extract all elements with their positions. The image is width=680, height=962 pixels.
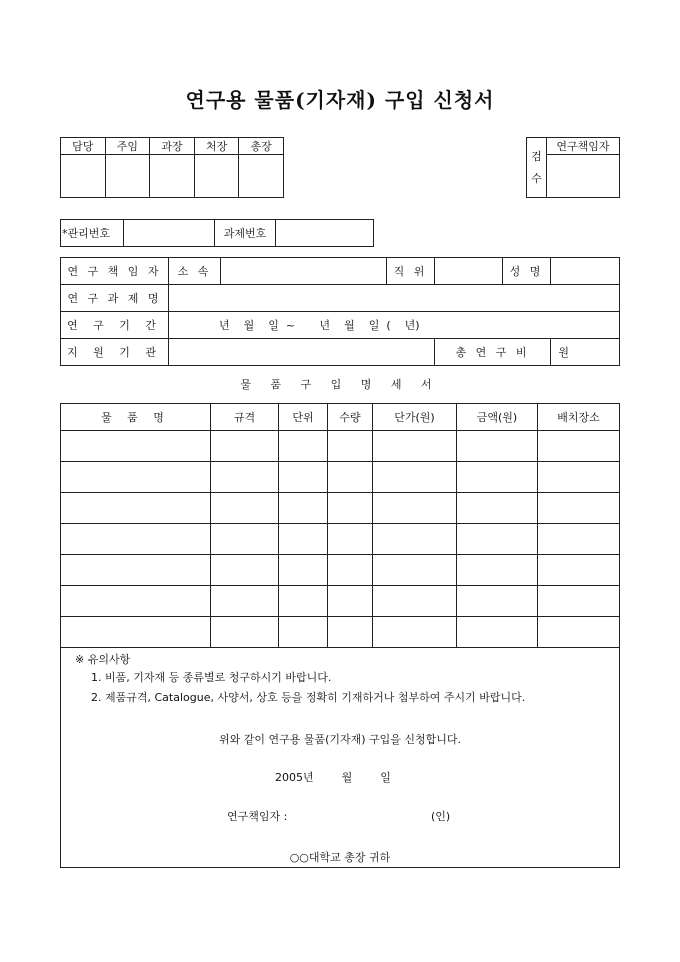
item-cell[interactable] [373,617,457,648]
item-cell[interactable] [211,555,279,586]
item-cell[interactable] [538,493,620,524]
item-cell[interactable] [373,586,457,617]
item-cell[interactable] [457,555,538,586]
affiliation-value[interactable] [221,258,387,285]
item-cell[interactable] [373,493,457,524]
item-cell[interactable] [538,524,620,555]
approval-header-4: 처장 [194,138,239,155]
item-cell[interactable] [328,431,373,462]
name-label: 성 명 [503,258,551,285]
item-cell[interactable] [279,617,328,648]
inspection-signature[interactable] [547,155,620,198]
page-title: 연구용 물품(기자재) 구입 신청서 [185,88,495,112]
item-cell[interactable] [538,555,620,586]
item-cell[interactable] [328,586,373,617]
item-cell[interactable] [538,431,620,462]
item-cell[interactable] [457,493,538,524]
statement: 위와 같이 연구용 물품(기자재) 구입을 신청합니다. [218,733,462,746]
inspection-label-top: 검 [531,149,542,163]
period-label: 연 구 기 간 [61,312,169,339]
col-header-item: 물 품 명 [61,404,211,431]
item-cell[interactable] [457,586,538,617]
research-info-table [60,257,620,366]
position-label: 직 위 [387,258,435,285]
project-no-value[interactable] [276,220,374,247]
project-name-value[interactable] [169,285,620,312]
approval-signature-2[interactable] [105,155,150,198]
item-cell[interactable] [538,586,620,617]
date-line: 2005년 월 일 [275,771,391,784]
signer-label: 연구책임자 : [227,810,288,823]
item-cell[interactable] [328,462,373,493]
affiliation-label: 소 속 [169,258,221,285]
item-row [61,431,620,462]
item-cell[interactable] [457,617,538,648]
item-cell[interactable] [61,586,211,617]
item-cell[interactable] [211,462,279,493]
inspection-table [526,137,620,198]
item-cell[interactable] [457,462,538,493]
item-row [61,586,620,617]
name-value[interactable] [551,258,620,285]
addressee: ○○대학교 총장 귀하 [289,851,391,864]
item-row [61,524,620,555]
item-cell[interactable] [373,462,457,493]
item-cell[interactable] [279,586,328,617]
management-table [60,219,374,247]
item-cell[interactable] [61,555,211,586]
item-cell[interactable] [457,431,538,462]
item-cell[interactable] [211,431,279,462]
inspection-label-bottom: 수 [531,171,542,185]
item-row [61,617,620,648]
item-cell[interactable] [211,617,279,648]
item-cell[interactable] [538,617,620,648]
item-cell[interactable] [61,493,211,524]
item-cell[interactable] [538,462,620,493]
seal-mark: (인) [431,810,451,823]
total-fund-value[interactable] [551,339,620,366]
item-cell[interactable] [373,431,457,462]
researcher-label: 연 구 책 임 자 [61,258,169,285]
approval-signature-3[interactable] [150,155,195,198]
period-value[interactable]: 년 월 일 ~ 년 월 일 ( 년) [169,312,620,339]
approval-signature-5[interactable] [239,155,284,198]
item-row [61,493,620,524]
approval-header-5: 총장 [239,138,284,155]
item-cell[interactable] [279,493,328,524]
item-rows [61,431,620,648]
col-header-unit: 단위 [279,404,328,431]
item-cell[interactable] [61,524,211,555]
notes-section [60,645,620,868]
item-cell[interactable] [61,462,211,493]
approval-signature-1[interactable] [61,155,106,198]
mgmt-no-value[interactable] [124,220,215,247]
note-1: 1. 비품, 기자재 등 종류별로 청구하시기 바랍니다. [91,671,332,684]
mgmt-no-label: *관리번호 [61,220,124,247]
item-cell[interactable] [328,555,373,586]
position-value[interactable] [435,258,503,285]
approval-header-1: 담당 [61,138,106,155]
col-header-spec: 규격 [211,404,279,431]
approval-header-3: 과장 [150,138,195,155]
agency-label: 지 원 기 관 [61,339,169,366]
item-cell[interactable] [328,617,373,648]
items-table [60,403,620,648]
col-header-qty: 수량 [328,404,373,431]
approval-header-2: 주임 [105,138,150,155]
item-cell[interactable] [328,493,373,524]
item-cell[interactable] [211,493,279,524]
item-cell[interactable] [61,617,211,648]
won-unit: 원 [558,346,569,359]
col-header-amount: 금액(원) [457,404,538,431]
approval-signature-4[interactable] [194,155,239,198]
item-cell[interactable] [279,462,328,493]
notes-heading: ※ 유의사항 [75,653,131,666]
project-name-label: 연 구 과 제 명 [61,285,169,312]
item-cell[interactable] [328,524,373,555]
item-cell[interactable] [279,431,328,462]
approval-table [60,137,284,198]
items-subtitle: 물 품 구 입 명 세 서 [240,378,440,391]
item-cell[interactable] [279,524,328,555]
note-2: 2. 제품규격, Catalogue, 사양서, 상호 등을 정확히 기재하거나 첨부하여 주시기 바랍니다. [91,691,526,704]
total-fund-label: 총 연 구 비 [435,339,551,366]
col-header-location: 배치장소 [538,404,620,431]
item-cell[interactable] [457,524,538,555]
item-row [61,555,620,586]
project-no-label: 과제번호 [215,220,276,247]
agency-value[interactable] [169,339,435,366]
col-header-unit-price: 단가(원) [373,404,457,431]
item-cell[interactable] [211,586,279,617]
item-cell[interactable] [279,555,328,586]
item-cell[interactable] [373,555,457,586]
inspection-label-cell [527,138,547,198]
item-row [61,462,620,493]
item-cell[interactable] [211,524,279,555]
item-cell[interactable] [61,431,211,462]
inspection-header: 연구책임자 [547,138,620,155]
item-cell[interactable] [373,524,457,555]
